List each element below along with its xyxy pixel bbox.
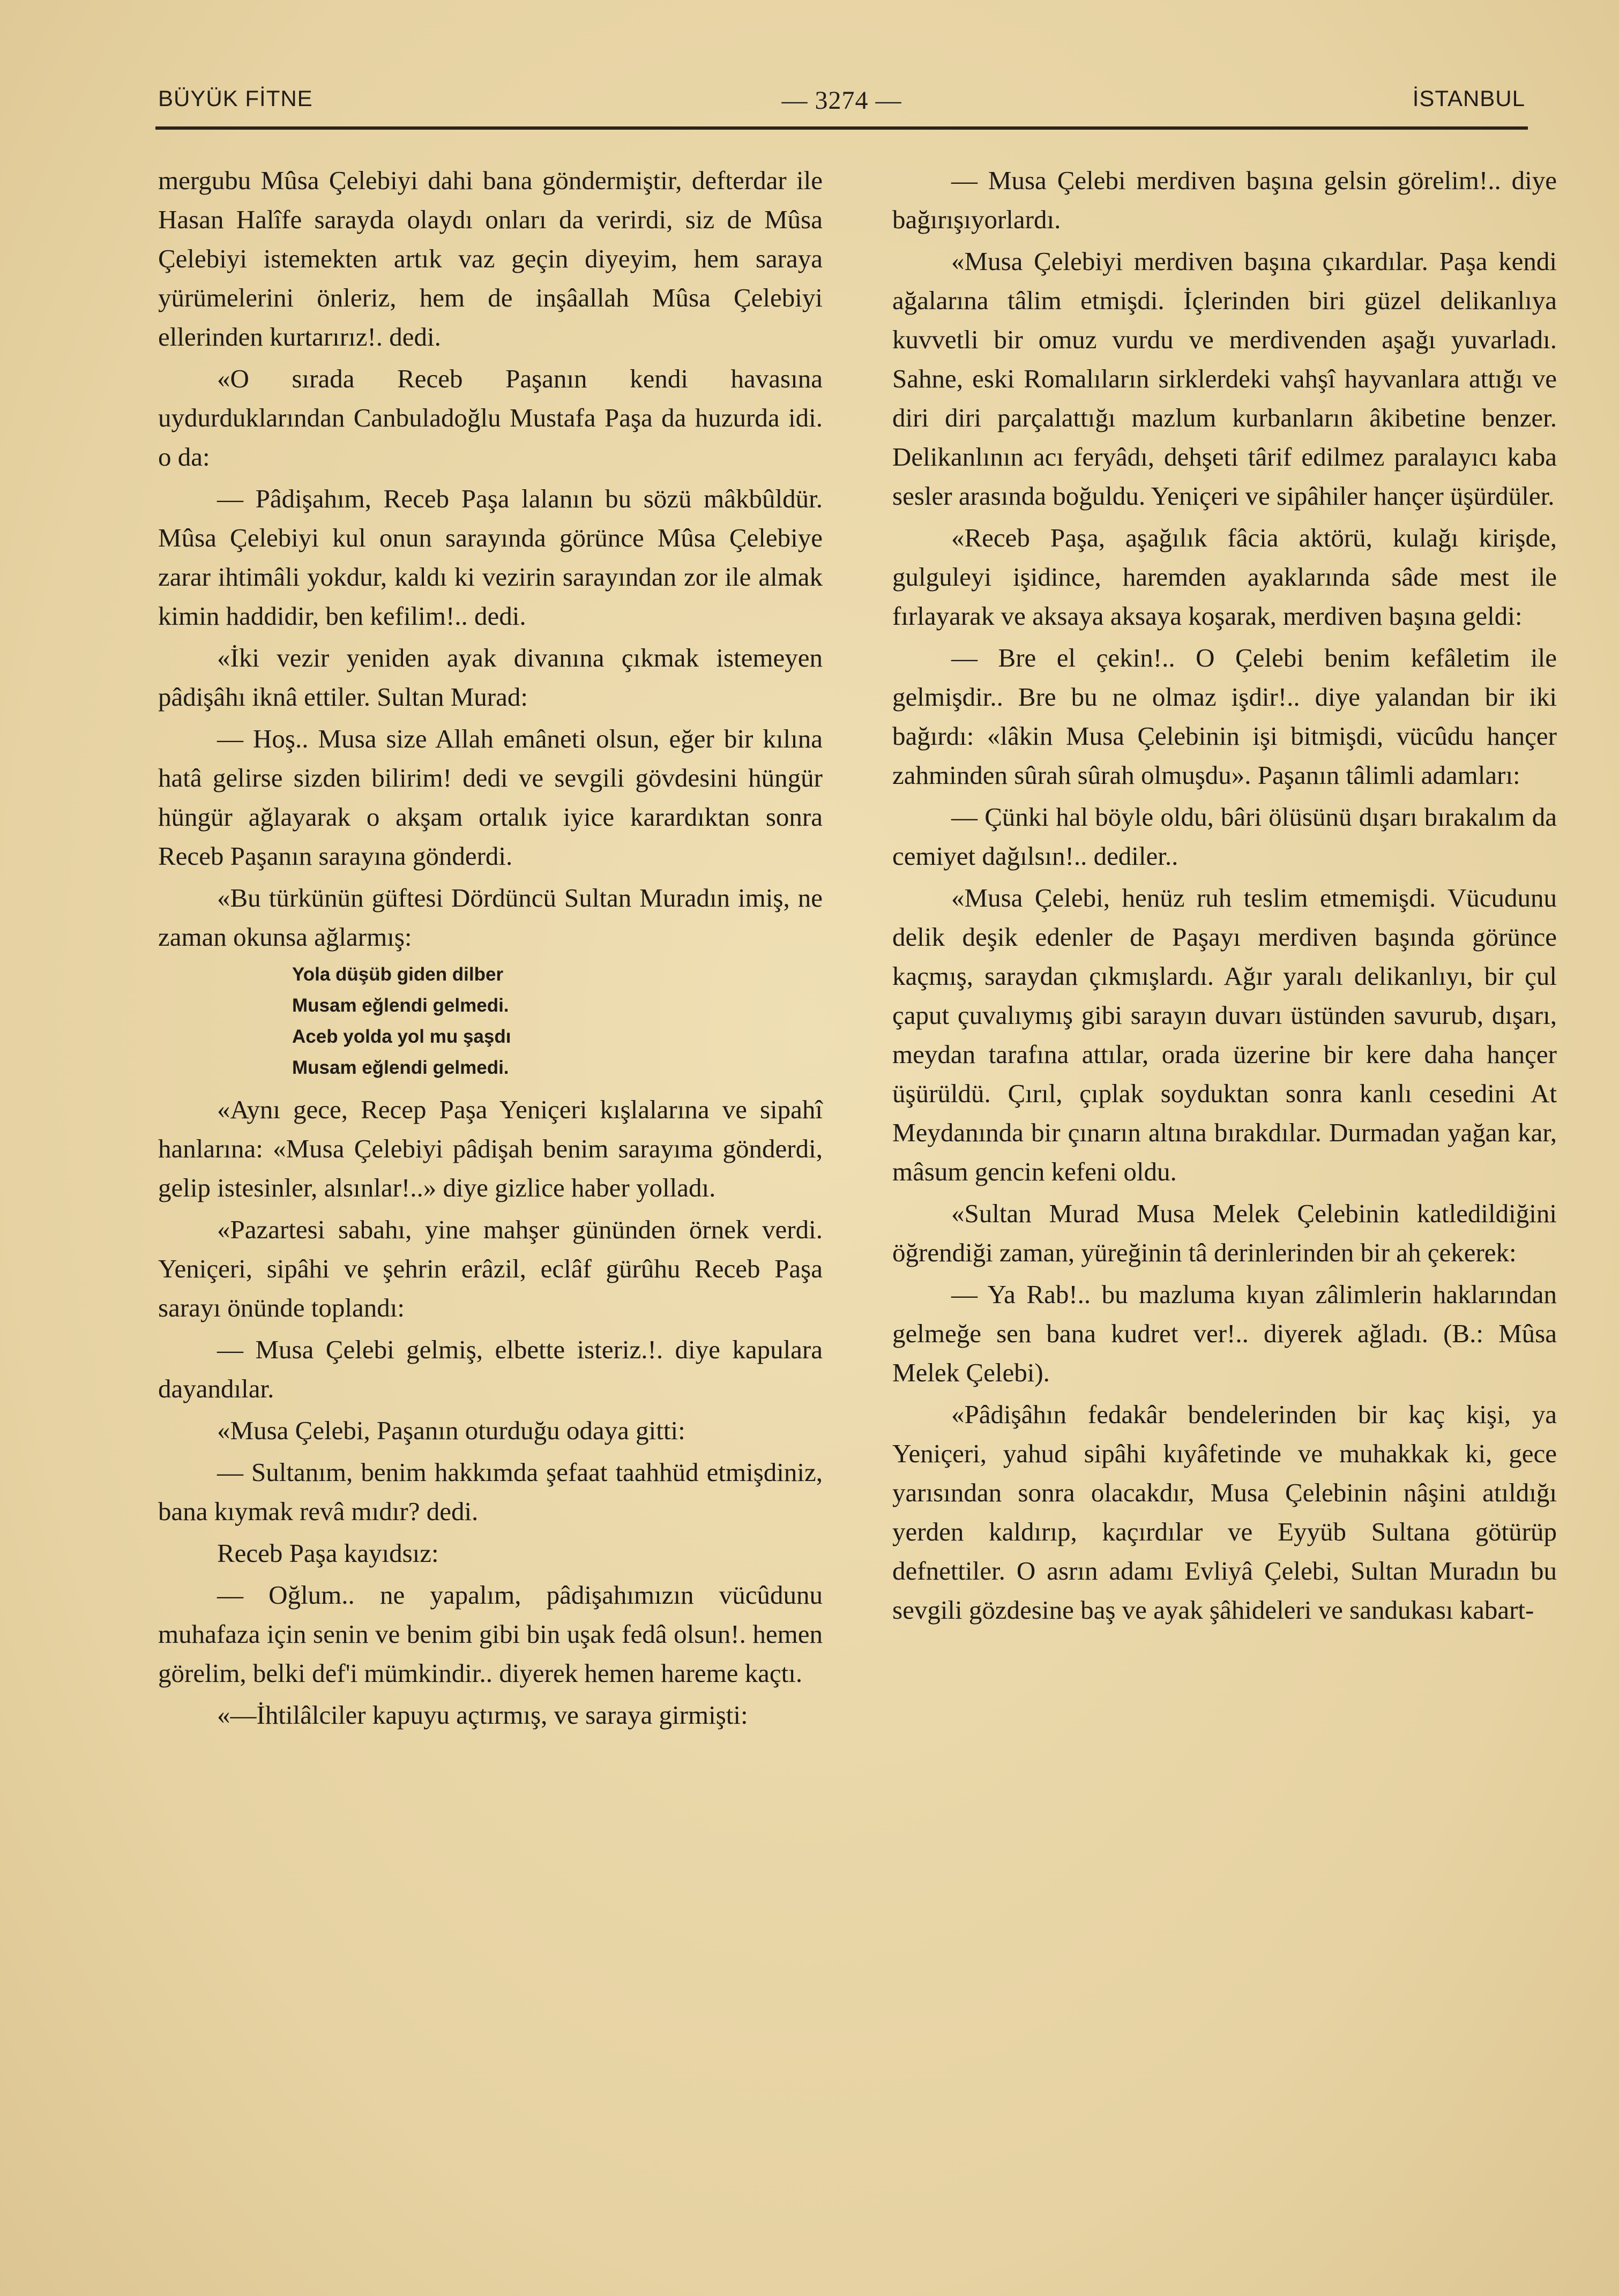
paragraph: — Hoş.. Musa size Allah emâneti olsun, eğer bir kılına hatâ gelirse sizden bilirim! dedi ve sevgili gövdesini hüngür hüngür ağlayarak o akşam ortalık iyice karardıktan sonra Receb Paşanın sarayına gönderdi. [158, 724, 823, 871]
paragraph: Receb Paşa kayıdsız: [217, 1538, 439, 1568]
poem-line: Aceb yolda yol mu şaşdı [292, 1026, 511, 1047]
page-number: — 3274 — [781, 86, 902, 115]
paragraph: «Musa Çelebiyi merdiven başına çıkardılar. Paşa kendi ağalarına tâlim etmişdi. İçlerinden biri güzel delikanlıya kuvvetli bir omuz vurdu ve merdivenden aşağı yuvarladı. Sahne, eski Romalıların sirklerdeki vahşî hayvanlara attığı ve diri diri parçalattığı mazlum kurbanların âkibetine benzer. Delikanlının acı feryâdı, dehşeti târif edilmez paralayıcı kaba sesler arasında boğuldu. Yeniçeri ve sipâhiler hançer üşürdüler. [892, 246, 1557, 511]
right-column [892, 161, 1557, 1632]
paragraph: «İki vezir yeniden ayak divanına çıkmak istemeyen pâdişâhı iknâ ettiler. Sultan Murad: [158, 643, 823, 712]
poem-line: Yola düşüb giden dilber [292, 964, 504, 985]
poem-line: Musam eğlendi gelmedi. [292, 1057, 509, 1078]
header-rule [155, 126, 1528, 130]
paragraph: «Receb Paşa, aşağılık fâcia aktörü, kulağı kirişde, gulguleyi işidince, haremden ayaklarında sâde mest ile fırlayarak ve aksaya aksaya koşarak, merdiven başına geldi: [892, 523, 1557, 631]
header-section-title: İSTANBUL [1412, 86, 1525, 111]
paragraph: — Çünki hal böyle oldu, bâri ölüsünü dışarı bırakalım da cemiyet dağılsın!.. dediler.. [892, 802, 1557, 871]
running-header [158, 86, 1525, 123]
paragraph: mergubu Mûsa Çelebiyi dahi bana göndermiştir, defterdar ile Hasan Halîfe sarayda olaydı onları da verirdi, siz de Mûsa Çelebiyi istemekten artık vaz geçin diyeyim, hem saraya yürümelerini önleriz, hem de inşâallah Mûsa Çelebiyi ellerinden kurtarırız!. dedi. [158, 166, 823, 351]
poem-quote [292, 959, 823, 1083]
paragraph: «Bu türkünün güftesi Dördüncü Sultan Muradın imiş, ne zaman okunsa ağlarmış: [158, 883, 823, 952]
paragraph: «O sırada Receb Paşanın kendi havasına uydurduklarından Canbuladoğlu Mustafa Paşa da huzurda idi. o da: [158, 364, 823, 472]
paragraph: — Oğlum.. ne yapalım, pâdişahımızın vücûdunu muhafaza için senin ve benim gibi bin uşak fedâ olsun!. hemen görelim, belki def'i mümkindir.. diyerek hemen hareme kaçtı. [158, 1580, 823, 1688]
poem-line: Musam eğlendi gelmedi. [292, 995, 509, 1016]
paragraph: — Musa Çelebi gelmiş, elbette isteriz.!. diye kapulara dayandılar. [158, 1335, 823, 1403]
header-book-title: BÜYÜK FİTNE [158, 86, 313, 111]
paragraph: — Ya Rab!.. bu mazluma kıyan zâlimlerin haklarından gelmeğe sen bana kudret ver!.. diyerek ağladı. (B.: Mûsa Melek Çelebi). [892, 1280, 1557, 1387]
paragraph: «—İhtilâlciler kapuyu açtırmış, ve saraya girmişti: [217, 1700, 748, 1730]
paragraph: «Pâdişâhın fedakâr bendelerinden bir kaç kişi, ya Yeniçeri, yahud sipâhi kıyâfetinde ve muhakkak ki, gece yarısından sonra olacakdır, Musa Çelebinin nâşini atıldığı yerden kaldırıp, kaçırdılar ve Eyyüb Sultana götürüp defnettiler. O asrın adamı Evliyâ Çelebi, Sultan Muradın bu sevgili gözdesine baş ve ayak şâhideleri ve sandukası kabart- [892, 1400, 1557, 1625]
paragraph: — Bre el çekin!.. O Çelebi benim kefâletim ile gelmişdir.. Bre bu ne olmaz işdir!.. diye yalandan bir iki bağırdı: «lâkin Musa Çelebinin işi bitmişdi, vücûdu hançer zahminden sûrah sûrah olmuşdu». Paşanın tâlimli adamları: [892, 643, 1557, 790]
paragraph: «Musa Çelebi, henüz ruh teslim etmemişdi. Vücudunu delik deşik edenler de Paşayı merdiven başında görünce kaçmış, saraydan çıkmışlardı. Ağır yaralı delikanlıyı, bir çul çaput çuvalıymış gibi sarayın duvarı üstünden savurub, dışarı, meydan tarafına attılar, orada üzerine bir kere daha hançer üşürüldü. Çırıl, çıplak soyduktan sonra kanlı cesedini At Meydanında bir çınarın altına bırakdılar. Durmadan yağan kar, mâsum gencin kefeni oldu. [892, 883, 1557, 1186]
paragraph: — Pâdişahım, Receb Paşa lalanın bu sözü mâkbûldür. Mûsa Çelebiyi kul onun sarayında görünce Mûsa Çelebiye zarar ihtimâli yokdur, kaldı ki vezirin sarayından zor ile almak kimin haddidir, ben kefilim!.. dedi. [158, 484, 823, 631]
paragraph: «Pazartesi sabahı, yine mahşer gününden örnek verdi. Yeniçeri, sipâhi ve şehrin erâzil, eclâf gürûhu Receb Paşa sarayı önünde toplandı: [158, 1215, 823, 1322]
left-column [158, 161, 823, 1737]
paragraph: — Musa Çelebi merdiven başına gelsin görelim!.. diye bağırışıyorlardı. [892, 166, 1557, 234]
paragraph: «Musa Çelebi, Paşanın oturduğu odaya gitti: [217, 1416, 685, 1445]
paragraph: «Sultan Murad Musa Melek Çelebinin katledildiğini öğrendiği zaman, yüreğinin tâ derinlerinden bir ah çekerek: [892, 1199, 1557, 1267]
paragraph: «Aynı gece, Recep Paşa Yeniçeri kışlalarına ve sipahî hanlarına: «Musa Çelebiyi pâdişah benim sarayıma gönderdi, gelip istesinler, alsınlar!..» diye gizlice haber yolladı. [158, 1095, 823, 1202]
paragraph: — Sultanım, benim hakkımda şefaat taahhüd etmişdiniz, bana kıymak revâ mıdır? dedi. [158, 1457, 823, 1526]
